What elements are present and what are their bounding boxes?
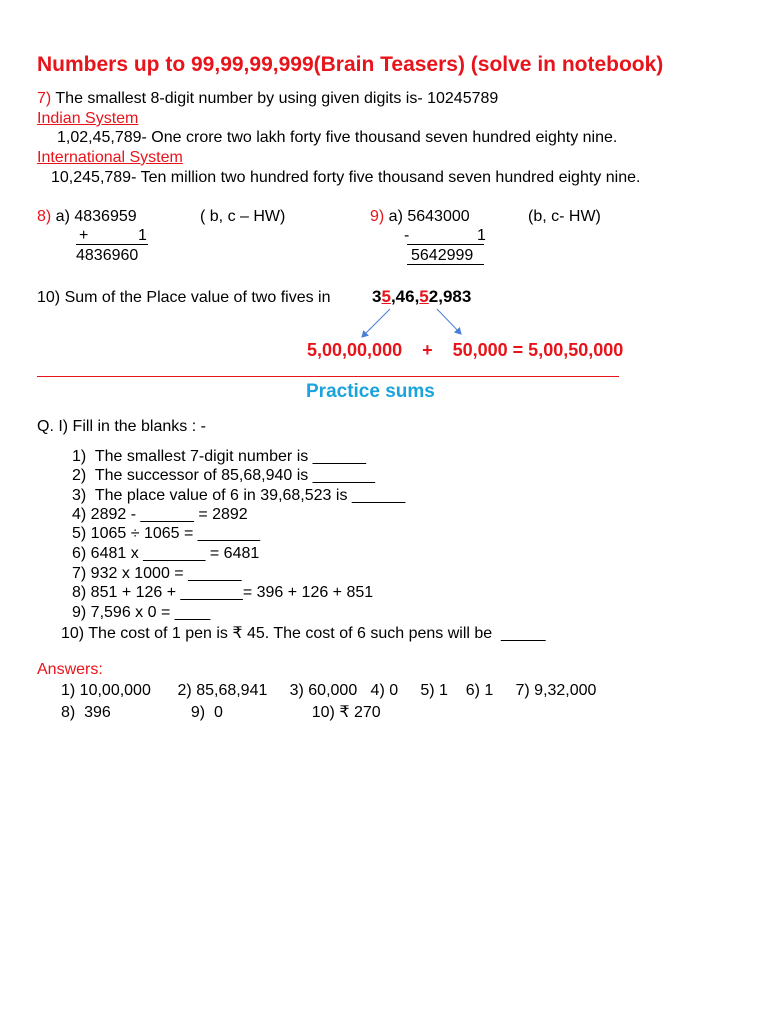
practice-item: 1) The smallest 7-digit number is ______ (72, 448, 367, 465)
indian-system-label: Indian System (37, 110, 139, 127)
practice-item: 6) 6481 x _______ = 6481 (72, 545, 260, 562)
practice-item: 3) The place value of 6 in 39,68,523 is ______ (72, 487, 406, 504)
question-8-result: 4836960 (76, 247, 139, 264)
practice-heading: Practice sums (306, 381, 435, 402)
practice-item: 7) 932 x 1000 = ______ (72, 565, 242, 582)
question-7-number: 7) (37, 90, 52, 107)
indian-system-text: 1,02,45,789- One crore two lakh forty five thousand seven hundred eighty nine. (57, 129, 618, 146)
question-8-hw: ( b, c – HW) (200, 208, 286, 225)
question-9-result: 5642999 (411, 247, 474, 264)
practice-item: 4) 2892 - ______ = 2892 (72, 506, 248, 523)
section-divider (37, 376, 619, 377)
question-9-value: a) 5643000 (384, 208, 470, 225)
answers-row-2: 8) 396 9) 0 10) ₹ 270 (61, 704, 381, 721)
question-8-operator: + (79, 227, 89, 244)
question-9-number: 9) (370, 208, 385, 225)
number-part-1: 3 (372, 287, 382, 306)
arrow-left-icon (362, 309, 390, 337)
page-title: Numbers up to 99,99,99,999(Brain Teasers) (solve in notebook) (37, 53, 664, 76)
question-9-hw: (b, c- HW) (528, 208, 601, 225)
first-five-digit: 5 (381, 287, 391, 306)
question-9-operator: - (404, 227, 410, 244)
practice-item: 9) 7,596 x 0 = ____ (72, 604, 211, 621)
question-8-value: a) 4836959 (51, 208, 137, 225)
question-10-text: 10) Sum of the Place value of two fives in (37, 289, 335, 306)
international-system-label: International System (37, 149, 183, 166)
practice-item: 2) The successor of 85,68,940 is _______ (72, 467, 376, 484)
arrow-right-icon (437, 309, 461, 334)
practice-item: 8) 851 + 126 + _______= 396 + 126 + 851 (72, 584, 374, 601)
place-value-sum: 5,00,00,000 + 50,000 = 5,00,50,000 (307, 340, 624, 360)
question-8-number: 8) (37, 208, 52, 225)
fill-blanks-label: Q. I) Fill in the blanks : - (37, 418, 206, 435)
number-part-2: ,46, (390, 287, 420, 306)
number-part-3: 2,983 (428, 287, 472, 306)
question-7-text: The smallest 8-digit number by using given digits is- 10245789 (51, 90, 499, 107)
question-9-subtrahend: 1 (477, 227, 486, 244)
answers-label: Answers: (37, 661, 103, 678)
international-system-text: 10,245,789- Ten million two hundred forty five thousand seven hundred eighty nine. (51, 169, 641, 186)
answers-row-1: 1) 10,00,000 2) 85,68,941 3) 60,000 4) 0 5) 1 6) 1 7) 9,32,000 (61, 682, 597, 699)
question-8-addend: 1 (138, 227, 147, 244)
second-five-digit: 5 (419, 287, 429, 306)
practice-item: 5) 1065 ÷ 1065 = _______ (72, 525, 261, 542)
practice-item: 10) The cost of 1 pen is ₹ 45. The cost of 6 such pens will be _____ (61, 625, 546, 642)
